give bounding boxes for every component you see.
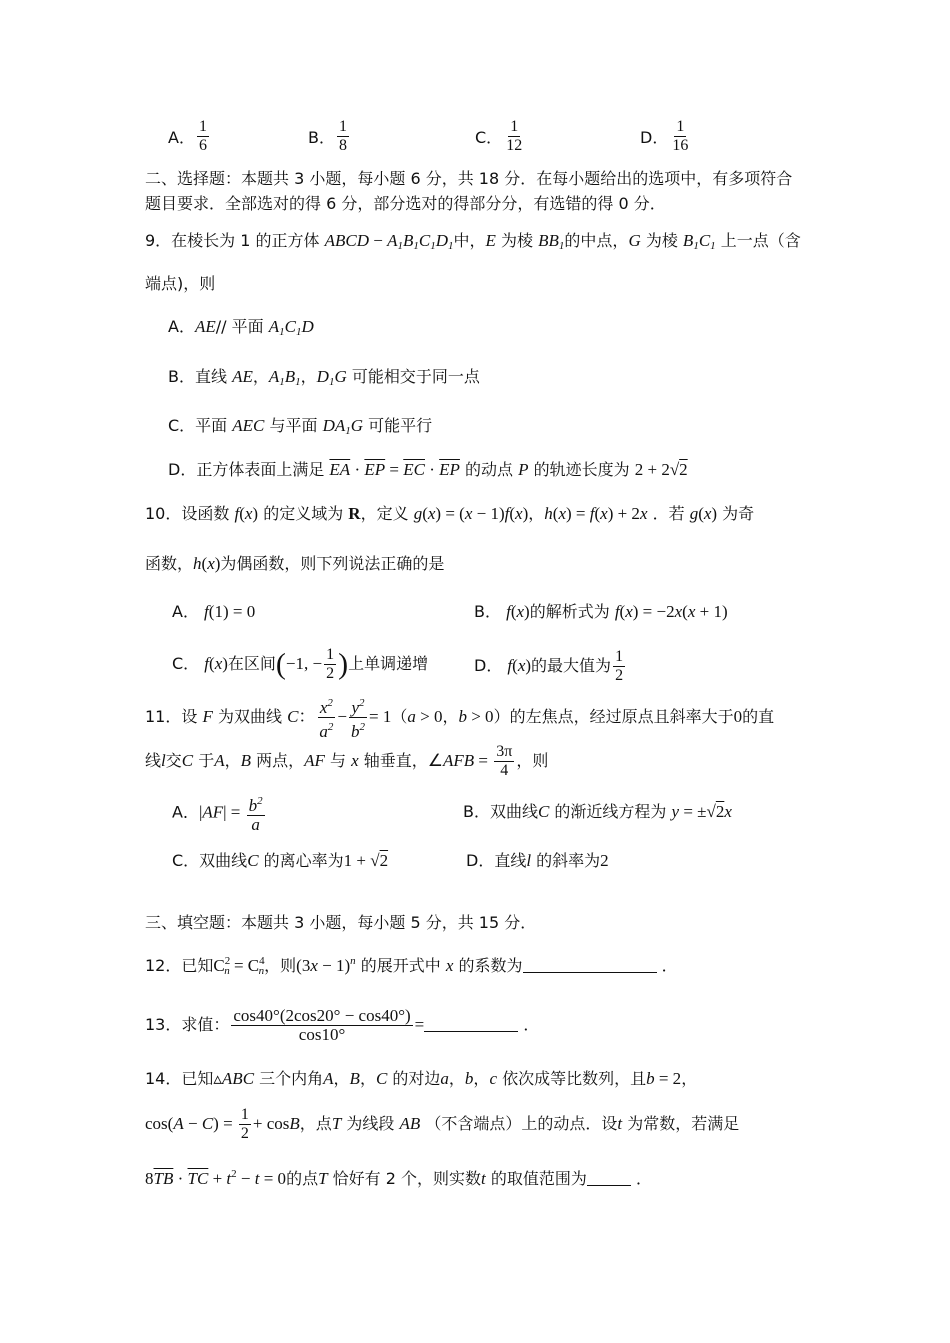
q11-option-c: C．双曲线C 的离心率为1 + √2: [172, 851, 389, 870]
q9-option-c: C．平面 AEC 与平面 $DA_1G$ 可能平行: [168, 416, 433, 437]
q9-option-d: D．正方体表面上满足 $\overline{EA} \cdot \overline{EP} = \overline{EC} \cdot \overline{EP}$ 的动点 P 的轨迹长度为 2 + 2√2: [168, 460, 688, 479]
q8-option-a: A． $\frac{1}{6}$: [168, 118, 207, 154]
fraction: $\frac{1}{6}$: [198, 118, 207, 154]
q11-stem-line2: 线l交C 于A，B 两点，AF 与 x 轴垂直，∠AFB = $\frac{3\pi}{4}$ ，则: [145, 743, 549, 779]
fraction: $\frac{1}{12}$: [506, 118, 523, 154]
q10-option-b: B． f(x)的解析式为 f(x) = −2x(x + 1): [474, 602, 728, 621]
q9-stem-line1: 9．在棱长为 1 的正方体 ABCD − $A_1B_1C_1D_1$中，E 为棱 $BB_1$的中点，G 为棱 $B_1C_1$ 上一点（含: [145, 231, 801, 252]
q11-stem-line1: 11．设 F 为双曲线 C： $\frac{x^2}{a^2}$ − $\frac{y^2}{b^2}$ = 1（a > 0，b > 0）的左焦点，经过原点且斜率大于0的直: [145, 694, 774, 741]
answer-blank[interactable]: [587, 1171, 631, 1186]
section3-heading: 三、填空题：本题共 3 小题，每小题 5 分，共 15 分．: [145, 913, 537, 932]
q12: 12．已知$C^2_n = C^4_n$，则$(3x - 1)^n$ 的展开式中 x 的系数为 ．: [145, 955, 678, 977]
fraction: $\frac{1}{16}$: [672, 118, 689, 154]
q9-stem-line2: 端点)，则: [145, 274, 216, 293]
q14-line2: cos(A − C) = $\frac{1}{2}$ + cosB，点T 为线段 AB （不含端点）上的动点．设t 为常数，若满足: [145, 1106, 740, 1142]
q8-option-d: D． $\frac{1}{16}$: [640, 118, 689, 154]
q13: 13．求值： $\frac{\cos 40^\circ(2\cos 20^\circ - \cos 40^\circ)}{\cos 10^\circ}$ = ．: [145, 1006, 540, 1044]
answer-blank[interactable]: [424, 1017, 518, 1032]
section2-heading-line1: 二、选择题：本题共 3 小题，每小题 6 分，共 18 分．在每小题给出的选项中，有多项符合: [145, 169, 793, 188]
q8-option-b: B． $\frac{1}{8}$: [308, 118, 347, 154]
q14-line3: $8\overline{TB} \cdot \overline{TC} + t^2 - t = 0$的点T 恰好有 2 个，则实数t 的取值范围为 ．: [145, 1168, 652, 1188]
q10-option-c: C． f(x)在区间(−1, − $\frac{1}{2}$ )上单调递增: [172, 646, 429, 682]
q11-option-d: D．直线l 的斜率为2: [466, 851, 609, 870]
q11-option-b: B．双曲线C 的渐近线方程为 y = ±√2x: [463, 802, 732, 821]
q10-option-a: A． f(1) = 0: [172, 602, 256, 621]
fraction: $\frac{1}{8}$: [338, 118, 347, 154]
q9-option-a: A．AE// 平面 $A_1C_1D$: [168, 317, 314, 338]
q10-stem-line1: 10．设函数 f(x) 的定义域为 R，定义 g(x) = (x − 1)f(x)，h(x) = f(x) + 2x ．若 g(x) 为奇: [145, 504, 755, 523]
q8-option-c: C． $\frac{1}{12}$: [475, 118, 523, 154]
q10-stem-line2: 函数，h(x)为偶函数，则下列说法正确的是: [145, 554, 445, 573]
math: ABCD: [324, 231, 370, 250]
q11-option-a: A．|AF| = $\frac{b^2}{a}$: [172, 792, 267, 834]
q14-line1: 14．已知▵ABC 三个内角A，B，C 的对边a，b，c 依次成等比数列，且b = 2，: [145, 1069, 698, 1088]
q10-option-d: D． f(x)的最大值为 $\frac{1}{2}$: [474, 648, 624, 684]
answer-blank[interactable]: [523, 958, 657, 973]
section2-heading-line2: 题目要求．全部选对的得 6 分，部分选对的得部分分，有选错的得 0 分．: [145, 194, 666, 213]
q9-option-b: B．直线 AE，$A_1B_1$，$D_1G$ 可能相交于同一点: [168, 367, 480, 388]
